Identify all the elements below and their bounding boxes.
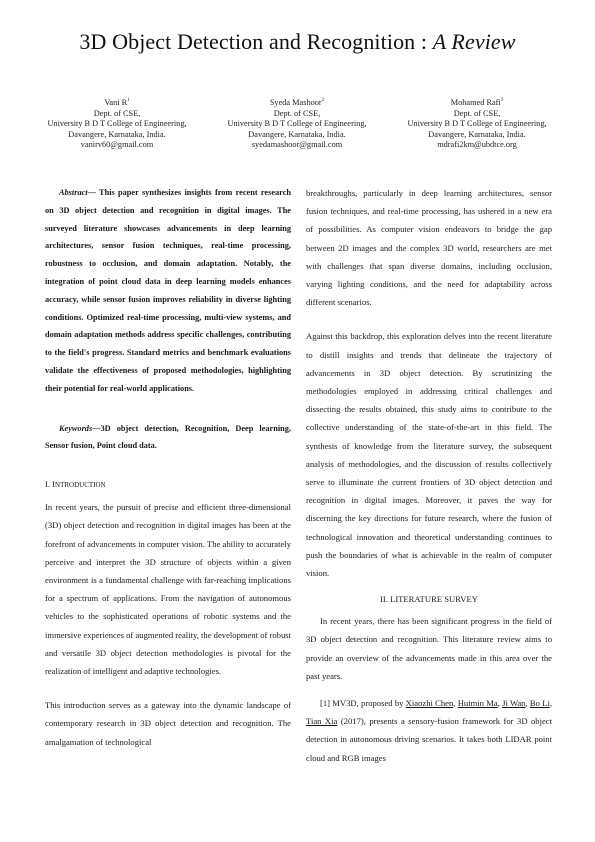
author-email: mdrafi2km@ubdtce.org — [437, 140, 517, 150]
keywords — [45, 420, 291, 456]
reference-paragraph-1: [1] MV3D, proposed by Xiaozhi Chen, Huimin Ma, Ji Wan, Bo Li, Tian Xia (2017), presents a sensory-fusion framework for 3D object detection in autonomous driving scenarios. It takes both LIDAR point cloud and RGB images — [306, 698, 552, 763]
intro-paragraph-2: This introduction serves as a gateway into the dynamic landscape of contemporary research in 3D object detection and recognition. The amalgamation of technological — [45, 700, 291, 747]
keywords-label: Keywords— — [59, 423, 101, 433]
literature-paragraph: In recent years, there has been significant progress in the field of 3D object detection and recognition. This literature review aims to provide an overview of the advancements made in this area over the past years. — [306, 616, 552, 681]
author-name: Syeda Mashoor$^2$ — [269, 98, 325, 107]
author-institution: University B D T College of Engineering, — [227, 119, 367, 129]
author-name: Vani $R^1$ — [104, 98, 130, 107]
section-heading-introduction: I. INTRODUCTION — [45, 479, 106, 490]
intro-paragraph-1: In recent years, the pursuit of precise and efficient three-dimensional (3D) object detection and recognition in digital images has been at the forefront of advancements in computer vision. The ability to accurately perceive and interpret the 3D structure of objects within a given environment is a fundamental challenge with far-reaching implications for a spectrum of applications. From the navigation of autonomous vehicles to the sophisticated operations of robotic systems and the immersive experiences of augmented reality, the development of robust and versatile 3D object detection methodologies is pivotal for the realization of intelligent and adaptive technologies. — [45, 502, 291, 676]
paper-title — [0, 28, 595, 56]
author-location: Davangere, Karnataka, India. — [428, 129, 526, 139]
author-block-1 — [42, 98, 192, 151]
author-link-5[interactable]: Tian Xia — [306, 716, 338, 727]
left-column — [45, 184, 291, 751]
body-paragraph-2: Against this backdrop, this exploration delves into the recent literature to distill insights and trends that delineate the trajectory of advancements in 3D object detection. By scrutinizing the methodologies employed in addressing critical challenges and dissecting the results obtained, this study aims to contribute to the collective understanding of the state-of-the-art in this field. The synthesis of knowledge from the literature survey, the subsequent analysis of methodologies, and the discussion of results collectively serve to illuminate the current frontiers of 3D object detection and recognition in digital images. Moreover, it paves the way for discerning the key directions for future research, where the fusion of technological innovation and theoretical understanding continues to push the boundaries of what is achievable in the realm of computer vision. — [306, 331, 552, 579]
author-institution: University B D T College of Engineering, — [47, 119, 187, 129]
author-link-4[interactable]: Bo Li — [529, 698, 550, 709]
author-block-2 — [222, 98, 372, 151]
right-column — [306, 184, 552, 767]
abstract-text: This paper synthesizes insights from recent research on 3D object detection and recognition in digital images. The surveyed literature showcases advancements in deep learning architectures, sensor fusion techniques, real-time processing, robustness to occlusion, and domain adaptation. Notably, the integration of point cloud data in deep learning models enhances accuracy, while sensor fusion improves reliability in diverse lighting conditions. Optimized real-time processing, multi-view systems, and domain adaptation methods address specific challenges, contributing to the field's progress. Standard metrics and benchmark evaluations validate the effectiveness of proposed methodologies, highlighting their potential for real-world applications. — [45, 188, 291, 393]
abstract-label: Abstract— — [59, 188, 96, 197]
author-link-3[interactable]: Ji Wan — [502, 698, 526, 709]
author-location: Davangere, Karnataka, India. — [248, 129, 346, 139]
author-link-1[interactable]: Xiaozhi Chen — [405, 698, 454, 709]
keywords-text: 3D object detection, Recognition, Deep learning, Sensor fusion, Point cloud data. — [45, 423, 291, 451]
author-email: syedamashoor@gmail.com — [251, 140, 343, 150]
author-link-2[interactable]: Huimin Ma — [457, 698, 498, 709]
author-dept: Dept. of CSE, — [273, 108, 321, 118]
author-name: Mohamed Rafi$^3$ — [450, 98, 504, 107]
body-paragraph-1: breakthroughs, particularly in deep learning architectures, sensor fusion techniques, and real-time processing, has ushered in a new era of possibilities. As computer vision endeavors to bridge the gap between 2D images and the complex 3D world, researchers are met with challenges that span diverse domains, including occlusion, varying lighting conditions, and the need for adaptability across different scenarios. — [306, 188, 552, 308]
author-block-3 — [402, 98, 552, 151]
author-dept: Dept. of CSE, — [93, 108, 141, 118]
author-institution: University B D T College of Engineering, — [407, 119, 547, 129]
author-dept: Dept. of CSE, — [453, 108, 501, 118]
author-email: vanirv60@gmail.com — [80, 140, 154, 150]
title-main: 3D Object Detection and Recognition : — [79, 29, 433, 54]
author-location: Davangere, Karnataka, India. — [68, 129, 166, 139]
abstract — [45, 184, 291, 398]
title-subtitle: A Review — [432, 29, 516, 54]
section-heading-literature-survey: II. LITERATURE SURVEY — [380, 594, 478, 605]
